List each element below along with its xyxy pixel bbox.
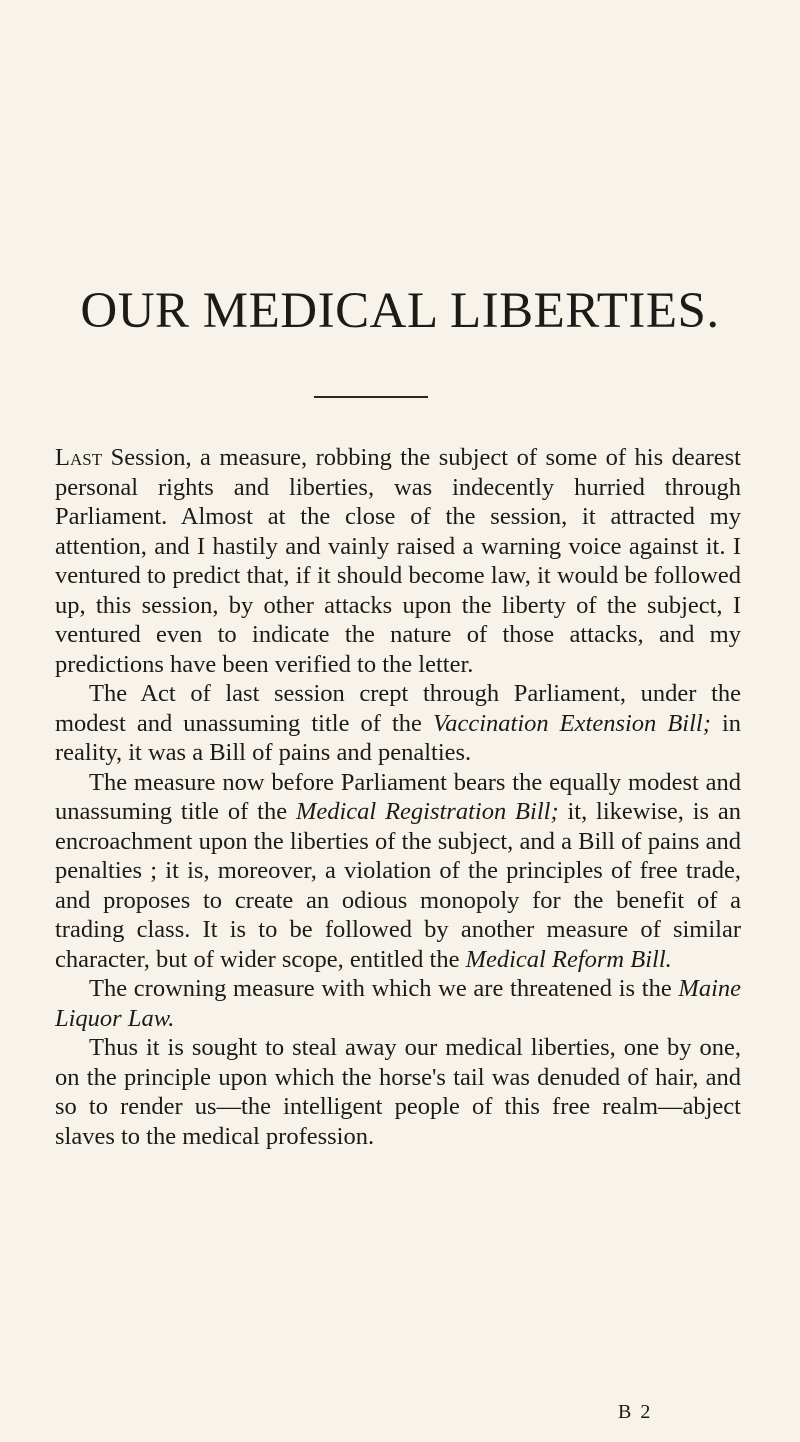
law-title-maine: Maine Liquor Law. (55, 975, 741, 1032)
paragraph-3-text-before: The measure now before Parliament bears the equally modest and unassuming title of the (55, 768, 741, 825)
bill-title-registration: Medical Registration Bill; (295, 798, 559, 825)
bill-title-vaccination: Vaccination Extension Bill; (432, 709, 711, 737)
paragraph-lead-word: Last (55, 444, 103, 471)
paragraph-4 (55, 974, 741, 1033)
paragraph-1 (55, 443, 741, 679)
paragraph-2-text-after: in reality, it was a Bill of pains and penalties. (55, 709, 741, 766)
signature-mark: B 2 (618, 1401, 653, 1423)
paragraph-1-text: Session, a measure, robbing the subject of some of his dearest personal rights and liberties, was indecently hurried through Parliament. Almost at the close of the session, it attracted my attention, and I hastily and vainly raised a warning voice against it. I ventured to predict that, if it should become law, it would be followed up, this session, by other attacks upon the liberty of the subject, I ventured even to indicate the nature of those attacks, and my predictions have been verified to the letter. (55, 444, 741, 678)
bill-title-reform: Medical Reform Bill. (465, 945, 672, 973)
page-title: OUR MEDICAL LIBERTIES. (80, 283, 720, 339)
paragraph-4-text-before: The crowning measure with which we are threatened is the (89, 975, 679, 1002)
body-text (55, 443, 741, 1151)
paragraph-3 (55, 768, 741, 975)
paragraph-2-text-before: The Act of last session crept through Parliament, under the modest and unassuming title of the (55, 680, 741, 737)
paragraph-3-text-middle: it, likewise, is an encroachment upon the liberties of the subject, and a Bill of pains and penalties ; it is, moreover, a violation of the principles of free trade, and proposes to create an odious monopoly for the benefit of a trading class. It is to be followed by another measure of similar character, but of wider scope, entitled the (55, 798, 742, 973)
paragraph-5-text: Thus it is sought to steal away our medical liberties, one by one, on the principle upon which the horse's tail was denuded of hair, and so to render us—the intelligent people of this free realm—abject slaves to the medical profession. (55, 1034, 741, 1150)
title-divider (314, 396, 428, 398)
paragraph-5 (55, 1033, 741, 1151)
paragraph-2 (55, 679, 741, 768)
